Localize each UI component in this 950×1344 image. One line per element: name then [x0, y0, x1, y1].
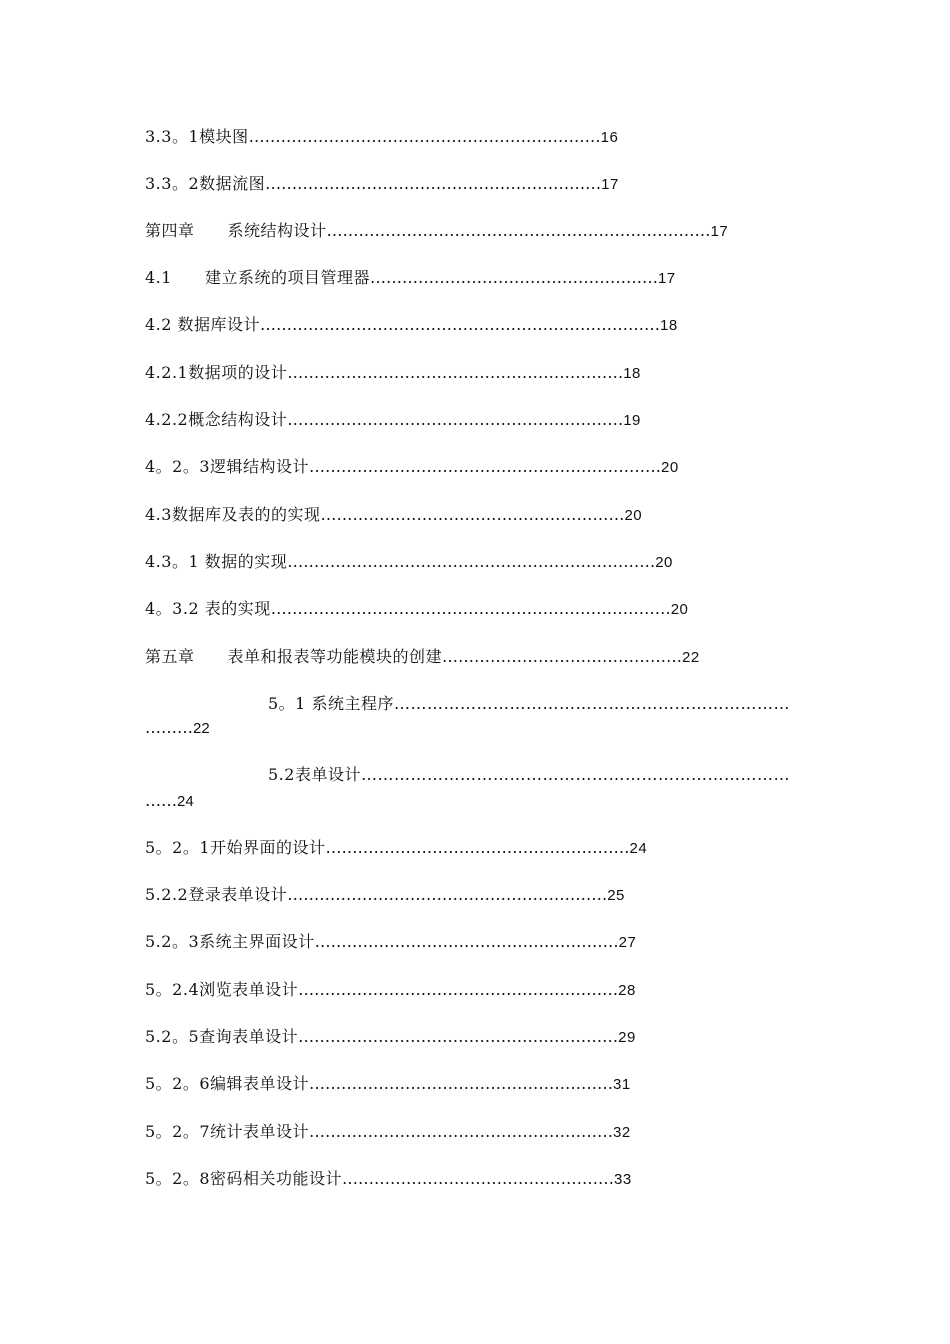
toc-entry	[145, 315, 678, 335]
toc-entry	[145, 363, 641, 383]
toc-leader-dots: …………………………………………………………………	[260, 315, 661, 334]
toc-leader-dots: ………………………………………………………	[265, 174, 602, 193]
toc-page-number: 19	[623, 412, 641, 429]
toc-page-number: 20	[624, 507, 643, 524]
toc-entry	[145, 932, 636, 952]
toc-entry-title: 5。2。7统计表单设计	[145, 1122, 310, 1141]
toc-entry	[145, 505, 642, 525]
toc-entry	[145, 410, 641, 430]
toc-entry	[145, 1074, 631, 1094]
toc-entry-title: 3.3。2数据流图	[145, 174, 266, 193]
toc-entry-wrapped-continuation	[145, 791, 194, 811]
toc-leader-dots: ……………………………………………………	[298, 1027, 619, 1046]
toc-leader-dots: ……………………………………………………	[298, 980, 619, 999]
toc-page-number: 27	[618, 934, 637, 951]
toc-entry-title: 5。2。1开始界面的设计	[145, 838, 326, 857]
toc-entry-title: 4.3。1 数据的实现	[145, 552, 288, 571]
toc-entry-title: 5。2。8密码相关功能设计	[145, 1169, 343, 1188]
toc-entry	[145, 885, 625, 905]
toc-leader-dots: …………………………………………………	[314, 932, 619, 951]
toc-entry-title: 4。2。3逻辑结构设计	[145, 457, 310, 476]
toc-entry	[145, 174, 619, 194]
toc-entry-title: 5.2。5查询表单设计	[145, 1027, 299, 1046]
toc-entry	[145, 1027, 636, 1047]
toc-entry-title: 5。2。6编辑表单设计	[145, 1074, 310, 1093]
toc-page-number: 28	[618, 982, 636, 999]
toc-entry	[145, 127, 618, 147]
toc-entry	[145, 599, 688, 619]
toc-page-number: 25	[607, 887, 625, 904]
toc-leader-dots: ……………………………………………………	[287, 885, 608, 904]
toc-leader-dots: ………	[145, 718, 193, 737]
toc-entry-title: 4.1 建立系统的项目管理器	[145, 268, 370, 287]
toc-leader-dots: …………………………………………………	[309, 1074, 614, 1093]
toc-entry-title: 第五章 表单和报表等功能模块的创建	[145, 647, 443, 666]
toc-entry-title: 5.2。3系统主界面设计	[145, 932, 315, 951]
toc-entry-title: 5。1 系统主程序	[268, 694, 394, 713]
toc-page-number: 17	[710, 223, 729, 240]
toc-entry-title: 5。2.4浏览表单设计	[145, 980, 299, 999]
toc-page-number: 17	[601, 176, 619, 193]
toc-page-number: 22	[682, 649, 700, 666]
toc-entry-wrapped-continuation	[145, 718, 210, 738]
toc-page-number: 17	[657, 270, 676, 287]
toc-entry-title: 4.2 数据库设计	[145, 315, 261, 334]
toc-leader-dots: …………………………………………………………	[248, 127, 601, 146]
toc-page-number: 29	[618, 1029, 636, 1046]
toc-leader-dots: ……	[145, 791, 177, 810]
toc-page-number: 18	[623, 365, 641, 382]
toc-leader-dots: ………………………………………	[442, 647, 683, 666]
toc-leader-dots: ………………………………………………………	[287, 410, 624, 429]
toc-leader-dots: ……………………………………………………………………	[360, 765, 790, 784]
toc-page-number: 16	[600, 129, 619, 146]
toc-page-number: 32	[613, 1124, 631, 1141]
toc-entry	[145, 1169, 632, 1189]
toc-page-number: 24	[177, 793, 194, 810]
toc-entry-title: 5.2.2登录表单设计	[145, 885, 288, 904]
toc-entry	[145, 647, 700, 667]
toc-leader-dots: ………………………………………………	[369, 268, 658, 287]
toc-entry-wrapped	[268, 765, 790, 785]
toc-page-number: 20	[655, 554, 673, 571]
toc-entry	[145, 457, 679, 477]
toc-entry	[145, 980, 636, 1000]
toc-leader-dots: ……………………………………………………………	[287, 552, 656, 571]
toc-entry	[145, 838, 647, 858]
toc-leader-dots: ………………………………………………………	[287, 363, 624, 382]
toc-entry-title: 3.3。1模块图	[145, 127, 249, 146]
toc-entry-title: 5.2表单设计	[268, 765, 361, 784]
toc-leader-dots: ……………………………………………	[342, 1169, 615, 1188]
toc-leader-dots: …………………………………………………………………	[270, 599, 671, 618]
toc-entry	[145, 221, 728, 241]
toc-entry-title: 第四章 系统结构设计	[145, 221, 327, 240]
toc-entry-title: 4.2.2概念结构设计	[145, 410, 288, 429]
toc-entry	[145, 268, 676, 288]
toc-leader-dots: …………………………………………………………	[309, 457, 662, 476]
toc-leader-dots: ………………………………………………………………	[326, 221, 711, 240]
toc-entry-title: 4.3数据库及表的的实现	[145, 505, 321, 524]
toc-page-number: 31	[613, 1076, 631, 1093]
toc-entry-title: 4。3.2 表的实现	[145, 599, 271, 618]
toc-leader-dots: ………………………………………………………………	[393, 694, 790, 713]
toc-entry	[145, 552, 673, 572]
toc-page-number: 33	[614, 1171, 632, 1188]
toc-leader-dots: …………………………………………………	[325, 838, 630, 857]
toc-leader-dots: …………………………………………………	[320, 505, 625, 524]
toc-page-number: 22	[193, 720, 210, 737]
toc-leader-dots: …………………………………………………	[309, 1122, 614, 1141]
toc-entry-title: 4.2.1数据项的设计	[145, 363, 288, 382]
toc-entry	[145, 1122, 631, 1142]
toc-entry-wrapped	[268, 694, 790, 714]
toc-page-number: 18	[660, 317, 678, 334]
toc-page-number: 24	[629, 840, 648, 857]
toc-page-number: 20	[661, 459, 679, 476]
toc-page-number: 20	[670, 601, 689, 618]
